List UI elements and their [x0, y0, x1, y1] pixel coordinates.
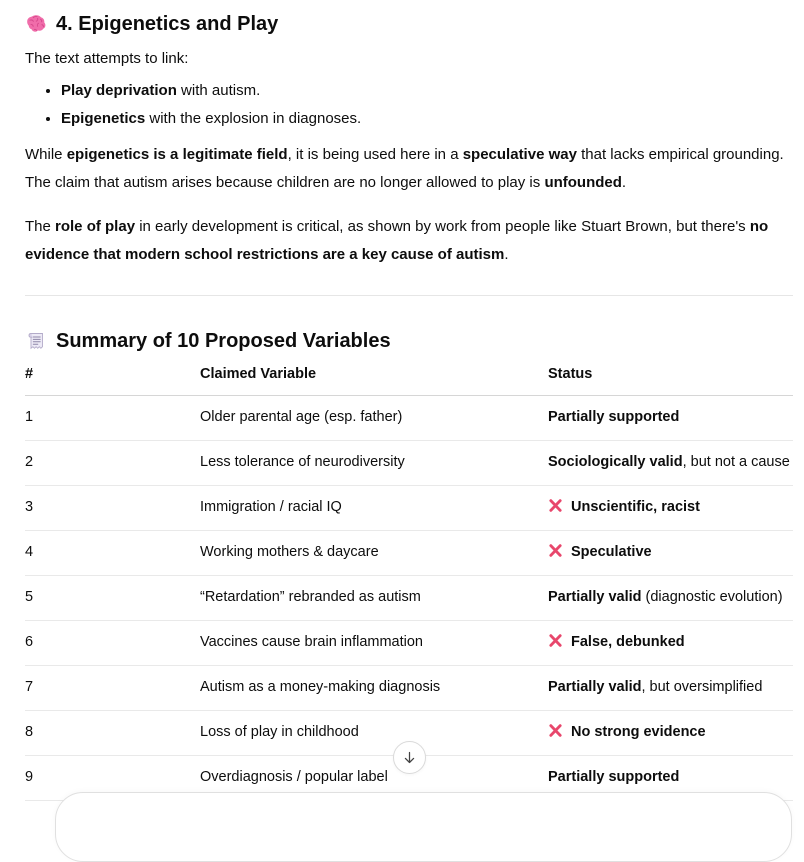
section-divider [25, 295, 793, 296]
summary-heading-text: Summary of 10 Proposed Variables [56, 330, 391, 352]
table-body [25, 396, 793, 801]
variables-table [25, 365, 793, 801]
claimed-variable-cell: Immigration / racial IQ [200, 486, 548, 531]
receipt-emoji-icon [25, 330, 47, 352]
claimed-variable-cell: Loss of play in childhood [200, 711, 548, 756]
row-number: 3 [25, 486, 200, 531]
status-cell: Partially supported [548, 396, 793, 441]
cross-mark-icon [548, 723, 563, 738]
paragraph-epigenetics: While epigenetics is a legitimate field, it is being used here in a speculative way that lacks empirical grounding. The claim that autism arises because children are no longer allowed to play is unfounded. [25, 146, 784, 191]
row-number: 5 [25, 576, 200, 621]
table-row [25, 396, 793, 441]
column-header-number: # [25, 365, 200, 396]
claimed-variable-cell: Overdiagnosis / popular label [200, 756, 548, 801]
status-cell: No strong evidence [548, 711, 793, 756]
list-item: • Epigenetics with the explosion in diagnoses. [61, 105, 793, 133]
status-cell: Unscientific, racist [548, 486, 793, 531]
intro-text: The text attempts to link: [25, 50, 189, 67]
table-row [25, 441, 793, 486]
row-number: 8 [25, 711, 200, 756]
table-row [25, 531, 793, 576]
cross-mark-icon [548, 498, 563, 513]
table-row [25, 576, 793, 621]
row-number: 7 [25, 666, 200, 711]
claimed-variable-cell: Autism as a money-making diagnosis [200, 666, 548, 711]
claimed-variable-cell: Vaccines cause brain inflammation [200, 621, 548, 666]
row-number: 9 [25, 756, 200, 801]
paragraph-role-of-play: The role of play in early development is critical, as shown by work from people like Stuart Brown, but there's no evidence that modern school restrictions are a key cause of autism. [25, 218, 769, 263]
claimed-variable-cell: “Retardation” rebranded as autism [200, 576, 548, 621]
status-cell: Speculative [548, 531, 793, 576]
status-cell: False, debunked [548, 621, 793, 666]
table-row [25, 486, 793, 531]
row-number: 2 [25, 441, 200, 486]
claimed-variable-cell: Older parental age (esp. father) [200, 396, 548, 441]
section-heading-text: 4. Epigenetics and Play [56, 13, 279, 35]
section-heading [25, 10, 793, 38]
table-row [25, 621, 793, 666]
row-number: 6 [25, 621, 200, 666]
claimed-variable-cell: Less tolerance of neurodiversity [200, 441, 548, 486]
status-cell: Sociologically valid, but not a cause [548, 441, 793, 486]
table-row [25, 666, 793, 711]
arrow-down-icon [402, 750, 417, 765]
status-cell: Partially valid, but oversimplified [548, 666, 793, 711]
link-list [25, 77, 793, 133]
row-number: 4 [25, 531, 200, 576]
column-header-variable: Claimed Variable [200, 365, 548, 396]
cross-mark-icon [548, 543, 563, 558]
list-item: • Play deprivation with autism. [61, 77, 793, 105]
cross-mark-icon [548, 633, 563, 648]
status-cell: Partially supported [548, 756, 793, 801]
scroll-to-bottom-button[interactable] [393, 741, 426, 774]
message-input-box[interactable] [55, 792, 792, 862]
column-header-status: Status [548, 365, 793, 396]
summary-heading [25, 326, 793, 356]
claimed-variable-cell: Working mothers & daycare [200, 531, 548, 576]
status-cell: Partially valid (diagnostic evolution) [548, 576, 793, 621]
row-number: 1 [25, 396, 200, 441]
brain-emoji-icon [25, 13, 47, 35]
table-header [25, 365, 793, 396]
